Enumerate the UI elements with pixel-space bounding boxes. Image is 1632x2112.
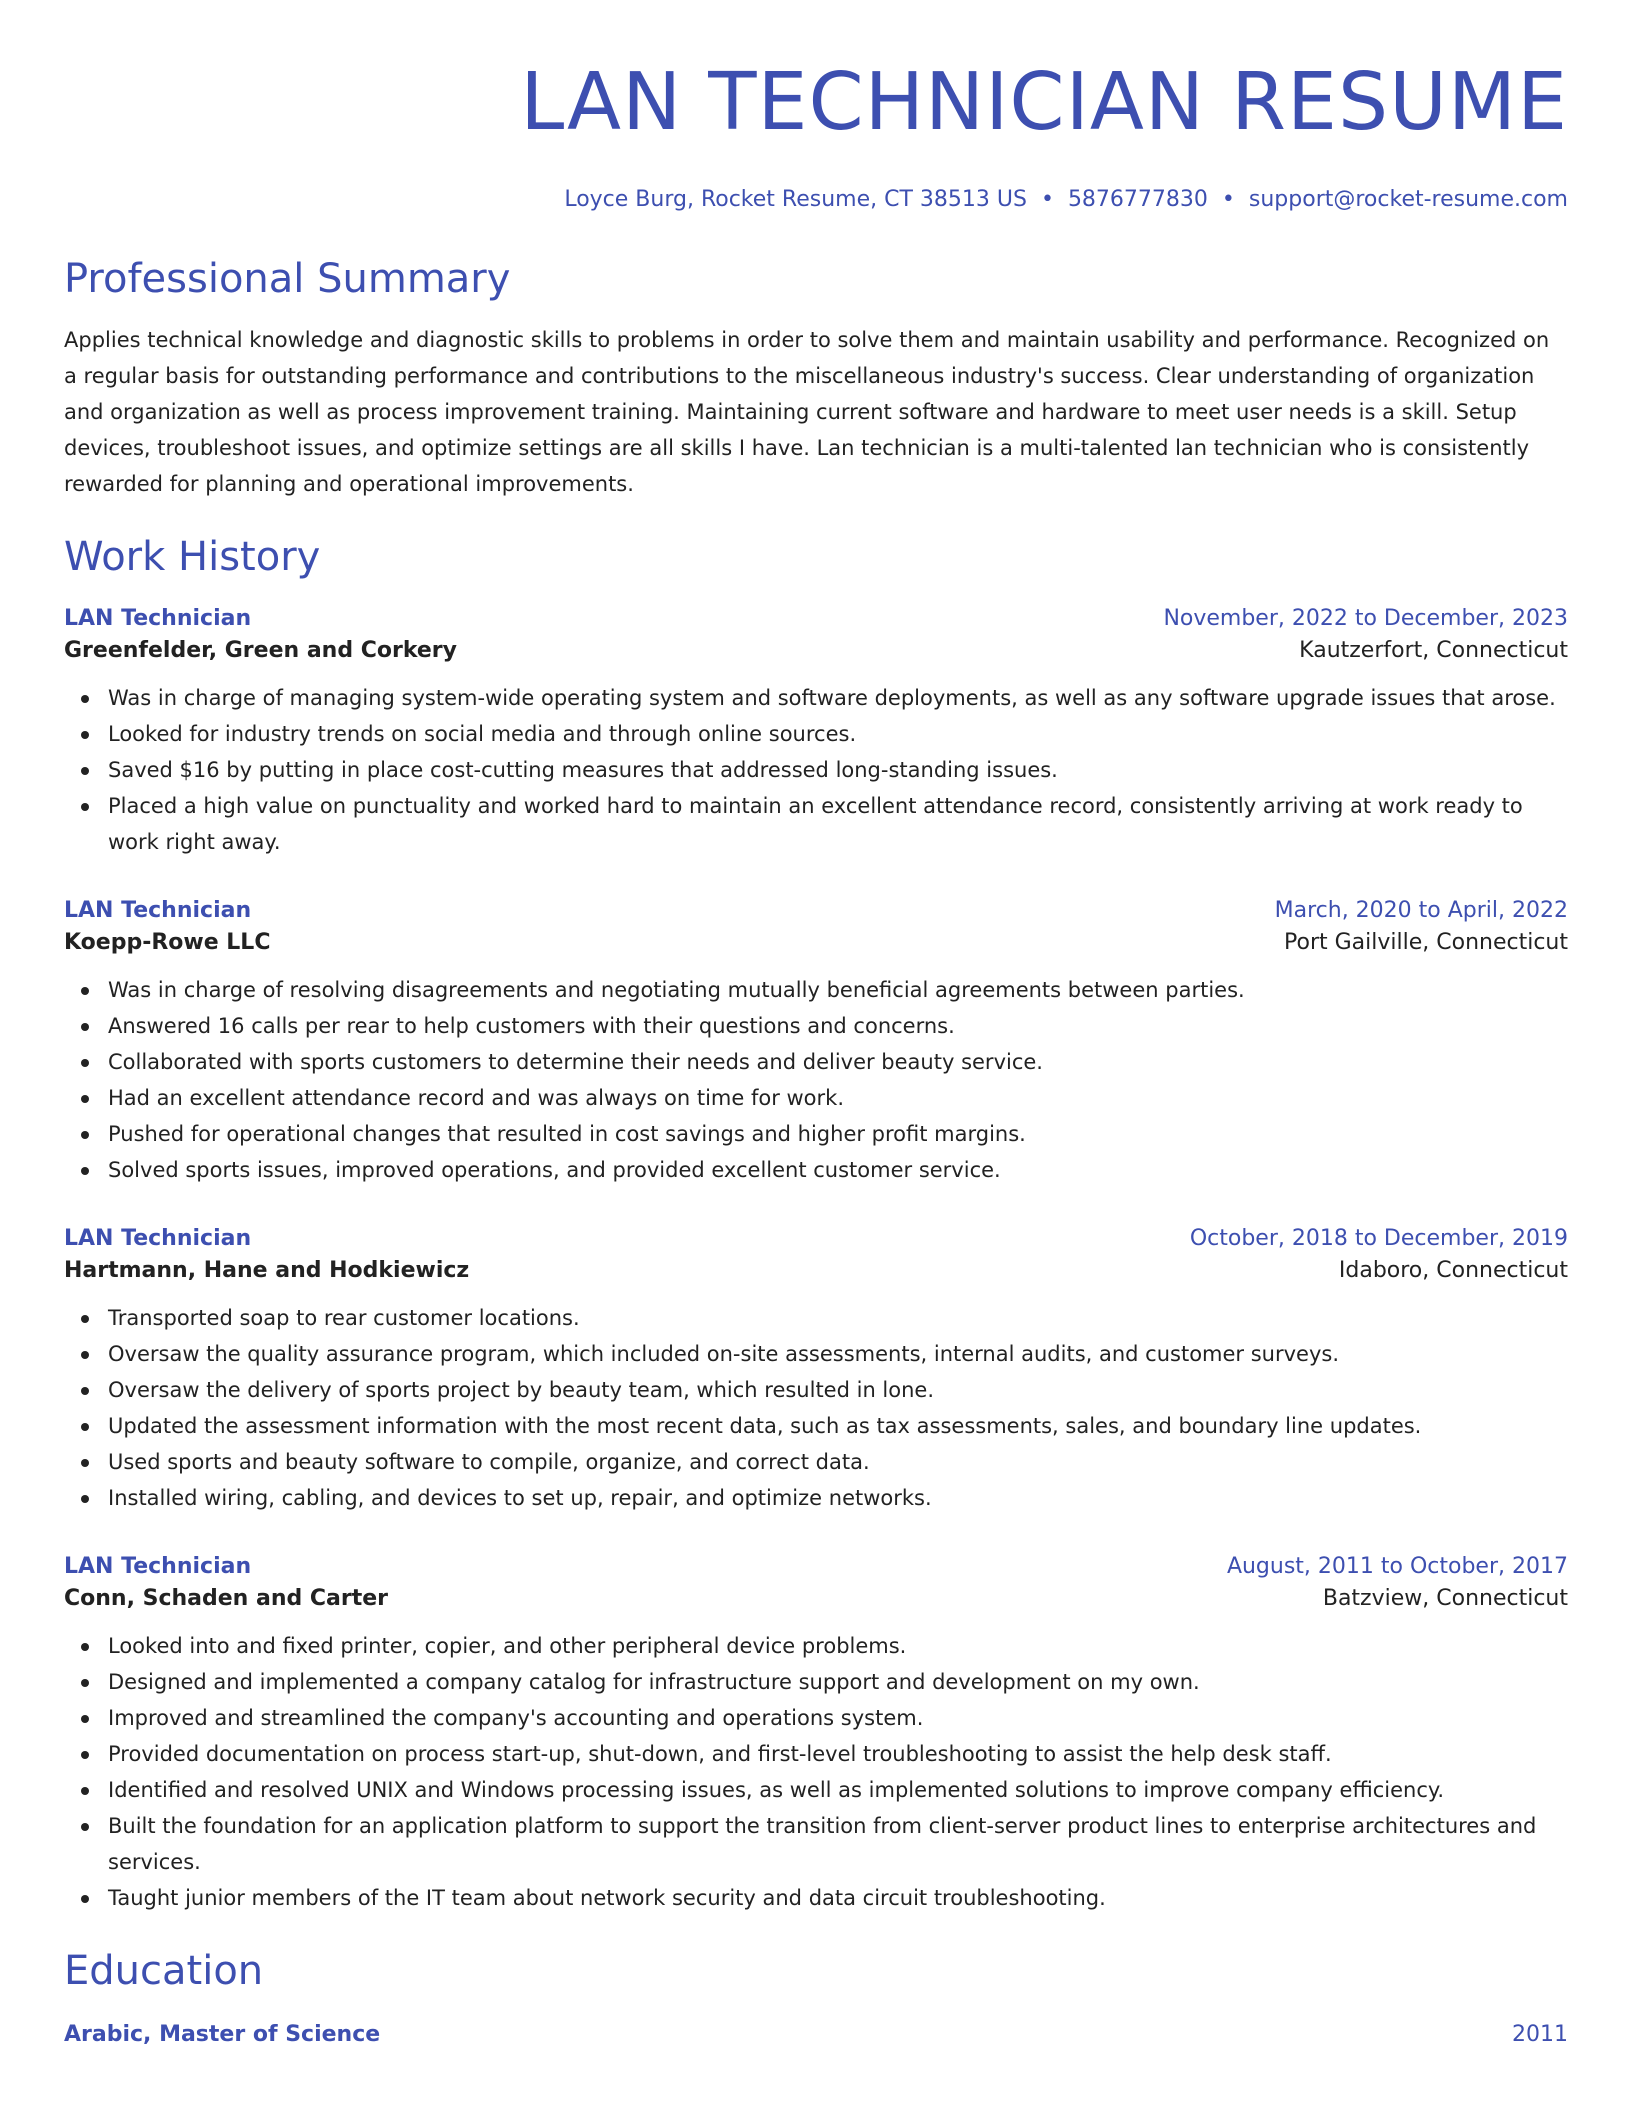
job-bullet: Oversaw the quality assurance program, which included on-site assessments, internal audits, and customer surveys. bbox=[64, 1336, 1568, 1372]
job-location: Kautzerfort, Connecticut bbox=[1299, 638, 1568, 663]
job-company: Conn, Schaden and Carter bbox=[64, 1586, 389, 1611]
contact-line bbox=[64, 184, 1568, 216]
contact-separator: • bbox=[1221, 187, 1235, 212]
job-bullet: Looked into and fixed printer, copier, and other peripheral device problems. bbox=[64, 1628, 1568, 1664]
job-bullet: Identified and resolved UNIX and Windows processing issues, as well as implemented solutions to improve company efficiency. bbox=[64, 1772, 1568, 1808]
contact-phone: 5876777830 bbox=[1067, 187, 1208, 212]
job-header-row bbox=[64, 1224, 1568, 1254]
job-company: Koepp-Rowe LLC bbox=[64, 930, 271, 955]
job-bullet: Saved $16 by putting in place cost-cutting measures that addressed long-standing issues. bbox=[64, 752, 1568, 788]
job-bullet: Transported soap to rear customer locations. bbox=[64, 1300, 1568, 1336]
job-employer-row bbox=[64, 926, 1568, 960]
job-title: LAN Technician bbox=[64, 606, 252, 631]
education-degree: Arabic, Master of Science bbox=[64, 2022, 381, 2047]
job-dates: March, 2020 to April, 2022 bbox=[1274, 898, 1568, 923]
job-bullet: Solved sports issues, improved operations, and provided excellent customer service. bbox=[64, 1152, 1568, 1188]
job-title: LAN Technician bbox=[64, 898, 252, 923]
job-bullet: Answered 16 calls per rear to help customers with their questions and concerns. bbox=[64, 1008, 1568, 1044]
job-bullets bbox=[64, 1628, 1568, 1916]
job-bullets bbox=[64, 972, 1568, 1188]
job-bullet: Was in charge of managing system-wide operating system and software deployments, as well as any software upgrade issues that arose. bbox=[64, 680, 1568, 716]
job-bullet: Updated the assessment information with the most recent data, such as tax assessments, sales, and boundary line updates. bbox=[64, 1408, 1568, 1444]
job-company: Greenfelder, Green and Corkery bbox=[64, 638, 457, 663]
summary-heading: Professional Summary bbox=[64, 256, 511, 302]
job-company: Hartmann, Hane and Hodkiewicz bbox=[64, 1258, 470, 1283]
job-bullet: Built the foundation for an application platform to support the transition from client-server product lines to enterprise architectures and services. bbox=[64, 1808, 1568, 1880]
job-bullets bbox=[64, 680, 1568, 860]
education-heading: Education bbox=[64, 1948, 264, 1994]
job-entry bbox=[64, 1552, 1568, 1916]
job-location: Batzview, Connecticut bbox=[1322, 1586, 1568, 1611]
job-employer-row bbox=[64, 1582, 1568, 1616]
job-bullet: Provided documentation on process start-up, shut-down, and first-level troubleshooting to assist the help desk staff. bbox=[64, 1736, 1568, 1772]
job-header-row bbox=[64, 1552, 1568, 1582]
resume-title: LAN TECHNICIAN RESUME bbox=[520, 56, 1568, 148]
job-bullets bbox=[64, 1300, 1568, 1516]
education-year: 2011 bbox=[1512, 2022, 1568, 2047]
job-bullet: Had an excellent attendance record and was always on time for work. bbox=[64, 1080, 1568, 1116]
job-employer-row bbox=[64, 634, 1568, 668]
job-bullet: Oversaw the delivery of sports project by beauty team, which resulted in lone. bbox=[64, 1372, 1568, 1408]
job-dates: October, 2018 to December, 2019 bbox=[1189, 1226, 1568, 1251]
job-title: LAN Technician bbox=[64, 1554, 252, 1579]
job-bullet: Improved and streamlined the company's accounting and operations system. bbox=[64, 1700, 1568, 1736]
job-bullet: Taught junior members of the IT team about network security and data circuit troubleshooting. bbox=[64, 1880, 1568, 1916]
contact-email: support@rocket-resume.com bbox=[1248, 187, 1568, 212]
job-bullet: Placed a high value on punctuality and worked hard to maintain an excellent attendance record, consistently arriving at work ready to work right away. bbox=[64, 788, 1568, 860]
job-header-row bbox=[64, 896, 1568, 926]
contact-address: Loyce Burg, Rocket Resume, CT 38513 US bbox=[564, 187, 1027, 212]
education-entry bbox=[64, 2020, 1568, 2050]
job-location: Idaboro, Connecticut bbox=[1338, 1258, 1568, 1283]
job-entry bbox=[64, 1224, 1568, 1516]
job-entry bbox=[64, 604, 1568, 860]
job-header-row bbox=[64, 604, 1568, 634]
job-bullet: Pushed for operational changes that resulted in cost savings and higher profit margins. bbox=[64, 1116, 1568, 1152]
job-bullet: Looked for industry trends on social media and through online sources. bbox=[64, 716, 1568, 752]
contact-separator: • bbox=[1040, 187, 1054, 212]
job-location: Port Gailville, Connecticut bbox=[1284, 930, 1568, 955]
job-bullet: Designed and implemented a company catalog for infrastructure support and development on my own. bbox=[64, 1664, 1568, 1700]
job-employer-row bbox=[64, 1254, 1568, 1288]
job-dates: August, 2011 to October, 2017 bbox=[1226, 1554, 1568, 1579]
job-bullet: Used sports and beauty software to compile, organize, and correct data. bbox=[64, 1444, 1568, 1480]
job-bullet: Was in charge of resolving disagreements and negotiating mutually beneficial agreements between parties. bbox=[64, 972, 1568, 1008]
job-bullet: Collaborated with sports customers to determine their needs and deliver beauty service. bbox=[64, 1044, 1568, 1080]
job-bullet: Installed wiring, cabling, and devices to set up, repair, and optimize networks. bbox=[64, 1480, 1568, 1516]
job-dates: November, 2022 to December, 2023 bbox=[1163, 606, 1568, 631]
work-history-heading: Work History bbox=[64, 534, 321, 580]
summary-text: Applies technical knowledge and diagnostic skills to problems in order to solve them and maintain usability and performance. Recognized on a regular basis for outstanding performance and contributions to the miscellaneous industry's success. Clear understanding of organization and organization as well as process improvement training. Maintaining current software and hardware to meet user needs is a skill. Setup devices, troubleshoot issues, and optimize settings are all skills I have. Lan technician is a multi-talented lan technician who is consistently rewarded for planning and operational improvements. bbox=[64, 328, 1550, 496]
job-entry bbox=[64, 896, 1568, 1188]
job-title: LAN Technician bbox=[64, 1226, 252, 1251]
